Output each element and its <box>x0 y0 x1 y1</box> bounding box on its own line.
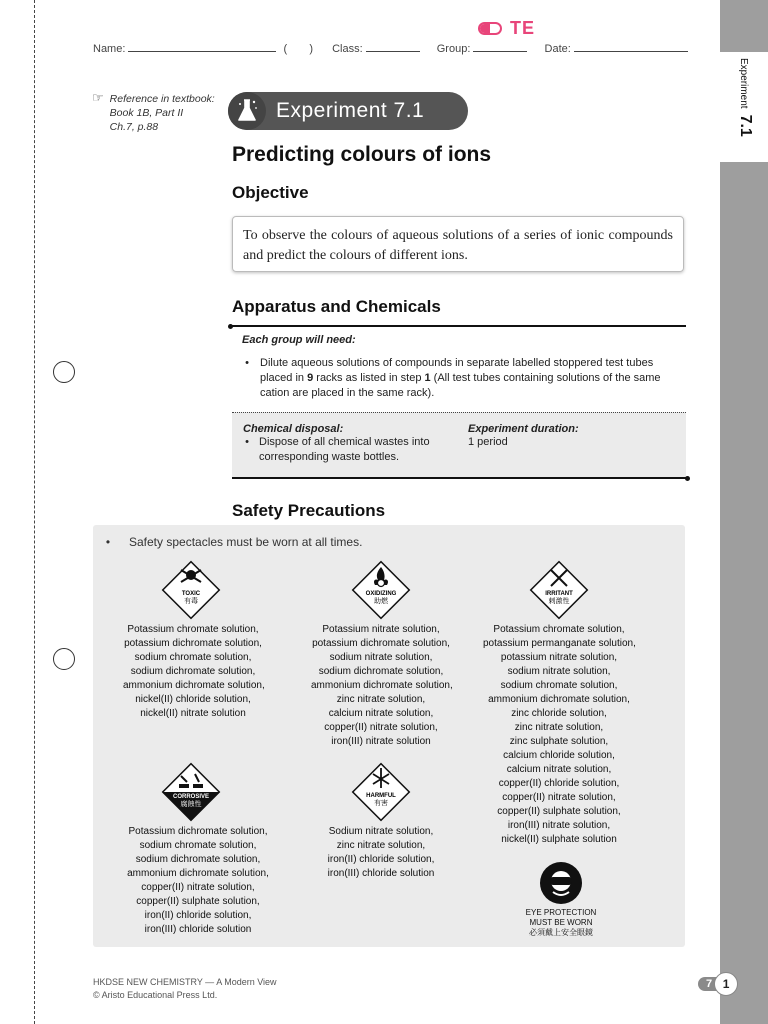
rule-dot <box>685 476 690 481</box>
name-field[interactable] <box>128 41 276 52</box>
harmful-chemical-list: Sodium nitrate solution, zinc nitrate solution, iron(II) chloride solution, iron(III) chloride solution <box>327 826 435 879</box>
irritant-chemical-list: Potassium chromate solution, potassium permanganate solution, potassium nitrate solution, sodium nitrate solution, sodium chromate solution, ammonium dichromate solution, zinc chloride solution, zinc nitrate solution, zinc sulphate solution, calcium chloride solution, calcium nitrate solution, copper(II) chloride solution, copper(II) nitrate solution, copper(II) sulphate solution, iron(III) nitrate solution, nickel(II) sulphate solution <box>483 624 636 845</box>
safety-panel <box>93 525 685 947</box>
corrosive-chemical-list: Potassium dichromate solution, sodium chromate solution, sodium dichromate solution, ammonium dichromate solution, copper(II) nitrate solution, copper(II) sulphate solution, iron(II) chloride solution, iron(III) chloride solution <box>127 826 269 935</box>
class-label: Class: <box>332 43 363 55</box>
safety-heading: Safety Precautions <box>232 501 386 520</box>
paren-close: ) <box>309 43 313 55</box>
footer-line-2: © Aristo Educational Press Ltd. <box>93 990 218 1000</box>
list-item <box>232 356 684 401</box>
chapter-number: 7 <box>698 977 718 991</box>
disposal-duration-box <box>232 412 686 478</box>
eye-protection-caption: EYE PROTECTION MUST BE WORN 必須戴上安全眼鏡 <box>525 908 597 937</box>
side-tab-top <box>720 0 768 52</box>
footer <box>93 976 277 1002</box>
page-number-value: 1 <box>714 972 738 996</box>
group-need-label: Each group will need: <box>242 334 356 346</box>
objective-box: To observe the colours of aqueous solutions of a series of ionic compounds and predict the colours of different ions. <box>232 216 684 272</box>
bullet-icon: • <box>105 535 111 549</box>
disposal-label: Chemical disposal: <box>243 423 344 435</box>
te-badge <box>478 18 535 39</box>
svg-text:有害: 有害 <box>374 799 388 807</box>
flask-icon <box>228 92 266 130</box>
reference-line-1: Reference in textbook: <box>109 93 215 105</box>
oxidizing-chemical-list: Potassium nitrate solution, potassium dichromate solution, sodium nitrate solution, sodium dichromate solution, ammonium dichromate solution, zinc nitrate solution, calcium nitrate solution, copper(II) nitrate solution, iron(III) nitrate solution <box>311 624 453 747</box>
experiment-banner <box>228 92 468 130</box>
group-field[interactable] <box>473 41 527 52</box>
punch-hole-lower <box>53 648 75 670</box>
side-tab-bottom <box>720 162 768 1024</box>
safety-bullet-text: Safety spectacles must be worn at all times. <box>129 535 363 549</box>
toxic-chemical-list: Potassium chromate solution, potassium dichromate solution, sodium chromate solution, sodium dichromate solution, ammonium dichromate solution, nickel(II) chloride solution, nickel(II) nitrate solution <box>123 624 265 719</box>
class-field[interactable] <box>366 41 420 52</box>
apparatus-content <box>232 330 684 401</box>
svg-text:HARMFUL: HARMFUL <box>366 793 396 799</box>
svg-text:CORROSIVE: CORROSIVE <box>172 794 210 800</box>
list-item <box>103 535 362 550</box>
apparatus-bottom-rule <box>232 477 688 479</box>
punch-hole-upper <box>53 361 75 383</box>
name-label: Name: <box>93 43 126 55</box>
oxidizing-icon <box>349 558 413 627</box>
apparatus-top-rule <box>230 325 686 327</box>
date-label: Date: <box>544 43 571 55</box>
harmful-icon <box>349 760 413 829</box>
apparatus-heading: Apparatus and Chemicals <box>232 297 441 316</box>
toxic-icon <box>159 558 223 627</box>
duration-label: Experiment duration: <box>468 423 579 435</box>
apparatus-item-text: Dilute aqueous solutions of compounds in separate labelled stoppered test tubes placed in 9 racks as listed in step 1 (All test tubes containing solutions of the same cation are placed in the same rack). <box>260 357 661 399</box>
footer-line-1: HKDSE NEW CHEMISTRY — A Modern View <box>93 977 277 987</box>
side-tab-word: Experiment <box>738 58 749 109</box>
student-info-fields <box>93 41 688 55</box>
toggle-icon <box>478 22 502 35</box>
eye-protection-icon <box>539 861 583 910</box>
disposal-text: Dispose of all chemical wastes into corresponding waste bottles. <box>259 436 430 463</box>
group-label: Group: <box>436 43 471 55</box>
reference-line-3: Ch.7, p.88 <box>109 121 159 133</box>
pointing-hand-icon: ☞ <box>92 90 104 105</box>
bullet-icon: • <box>245 357 249 369</box>
reference-line-2: Book 1B, Part II <box>109 107 184 119</box>
page-number <box>698 972 738 996</box>
paren-open: ( <box>283 43 288 55</box>
svg-text:刺激性: 刺激性 <box>548 597 570 605</box>
list-item <box>243 435 453 465</box>
corrosive-icon <box>159 760 223 829</box>
textbook-reference <box>92 92 215 134</box>
svg-text:OXIDIZING: OXIDIZING <box>365 591 397 597</box>
bullet-icon: • <box>245 436 249 448</box>
svg-text:腐蝕性: 腐蝕性 <box>180 800 202 808</box>
date-field[interactable] <box>574 41 688 52</box>
svg-text:TOXIC: TOXIC <box>181 591 201 597</box>
cut-line <box>34 0 35 1024</box>
experiment-number: Experiment 7.1 <box>276 99 425 122</box>
svg-text:IRRITANT: IRRITANT <box>545 591 573 597</box>
irritant-icon <box>527 558 591 627</box>
svg-text:助燃: 助燃 <box>374 597 388 605</box>
svg-text:有毒: 有毒 <box>184 597 198 605</box>
duration-value: 1 period <box>468 436 508 448</box>
objective-heading: Objective <box>232 183 309 202</box>
page-title: Predicting colours of ions <box>232 143 492 166</box>
rule-dot <box>228 324 233 329</box>
side-tab-number: 7.1 <box>737 114 754 137</box>
side-tab-label <box>736 58 754 148</box>
te-label: TE <box>510 18 536 38</box>
